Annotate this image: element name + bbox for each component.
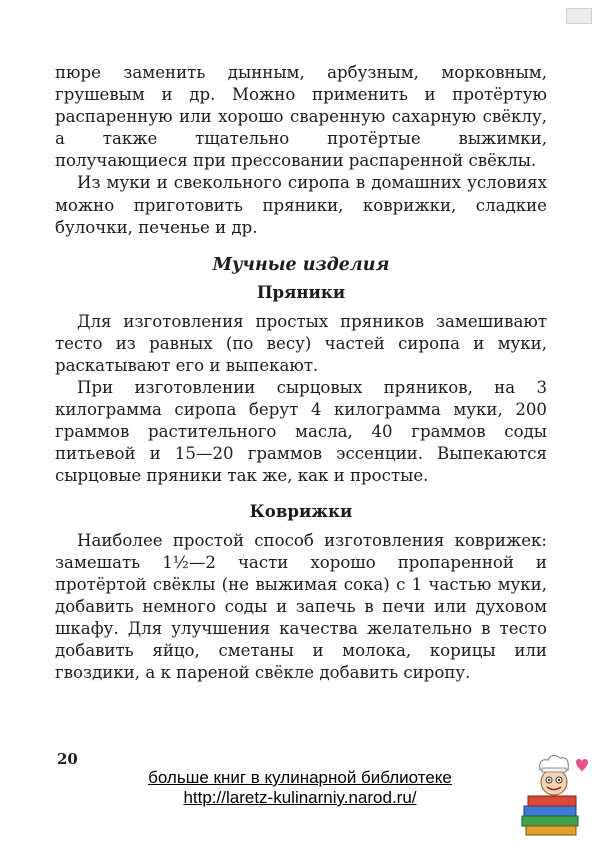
intro-paragraph-1: пюре заменить дынным, арбузным, морковным, грушевым и др. Можно применить и протёртую распаренную или хорошо сваренную сахарную свёклу, а также тщательно протёртые выжимки, получающиеся при прессовании распаренной свёклы. — [55, 63, 547, 171]
kovrizhki-paragraph-1: Наиболее простой способ изготовления коврижек: замешать 1½—2 части хорошо пропаренной и протёртой свёклы (не выжимая сока) с 1 частью муки, добавить немного соды и запечь в печи или духовом шкафу. Для улучшения качества желательно в тесто добавить яйцо, сметаны и молока, корицы или гвоздики, а к пареной свёкле добавить сиропу. — [55, 530, 547, 683]
footer-url-link[interactable]: http://laretz-kulinarniy.narod.ru/ — [183, 788, 417, 807]
section-title: Мучные изделия — [212, 254, 390, 275]
pryaniki-paragraph-1: Для изготовления простых пряников замешивают тесто из равных (по весу) частей сиропа и муки, раскатывают его и выпекают. — [55, 311, 547, 375]
page-text — [55, 62, 547, 684]
kovrizhki-title: Коврижки — [249, 500, 353, 521]
intro-paragraph-2: Из муки и свекольного сиропа в домашних условиях можно приготовить пряники, коврижки, сладкие булочки, печенье и др. — [55, 173, 547, 237]
pryaniki-paragraph-2: При изготовлении сырцовых пряников, на 3 килограмма сиропа берут 4 килограмма муки, 200 граммов растительного масла, 40 граммов соды питьевой и 15—20 граммов эссенции. Выпекаются сырцовые пряники так же, как и простые. — [55, 378, 547, 486]
scan-corner-mark — [566, 8, 592, 24]
library-footer — [80, 768, 520, 808]
footer-library-link[interactable]: больше книг в кулинарной библиотеке — [148, 768, 452, 787]
pryaniki-title: Пряники — [256, 281, 346, 302]
chef-books-logo-icon — [516, 752, 592, 838]
page-number: 20 — [57, 750, 78, 768]
